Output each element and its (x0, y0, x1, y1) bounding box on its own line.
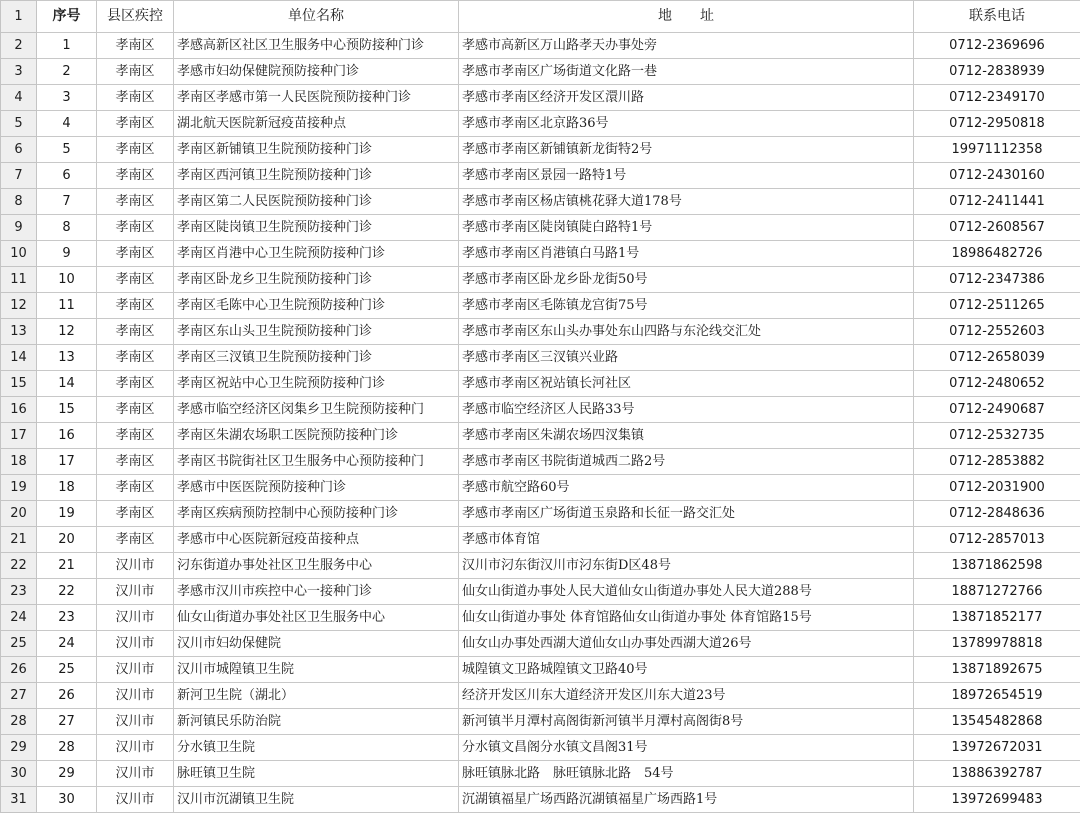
phone-cell[interactable]: 13871892675 (914, 657, 1080, 683)
unit-cell[interactable]: 孝南区书院街社区卫生服务中心预防接种门 (174, 449, 459, 475)
table-row (1, 787, 1080, 813)
row-number[interactable]: 24 (1, 605, 37, 631)
row-number[interactable]: 18 (1, 449, 37, 475)
district-header[interactable]: 县区疾控 (97, 1, 174, 33)
unit-cell[interactable]: 孝南区西河镇卫生院预防接种门诊 (174, 163, 459, 189)
row-number[interactable]: 10 (1, 241, 37, 267)
unit-cell[interactable]: 孝感高新区社区卫生服务中心预防接种门诊 (174, 33, 459, 59)
phone-cell[interactable]: 13545482868 (914, 709, 1080, 735)
district-cell[interactable]: 孝南区 (97, 319, 174, 345)
table-row (1, 59, 1080, 85)
phone-cell[interactable]: 0712-2552603 (914, 319, 1080, 345)
address-cell[interactable]: 城隍镇文卫路城隍镇文卫路40号 (459, 657, 914, 683)
unit-cell[interactable]: 汉川市妇幼保健院 (174, 631, 459, 657)
seq-cell[interactable]: 7 (37, 189, 97, 215)
district-cell[interactable]: 汉川市 (97, 709, 174, 735)
unit-cell[interactable]: 孝南区毛陈中心卫生院预防接种门诊 (174, 293, 459, 319)
unit-header[interactable]: 单位名称 (174, 1, 459, 33)
address-cell[interactable]: 孝感市孝南区卧龙乡卧龙街50号 (459, 267, 914, 293)
district-cell[interactable]: 孝南区 (97, 397, 174, 423)
address-cell[interactable]: 仙女山街道办事处 体育馆路仙女山街道办事处 体育馆路15号 (459, 605, 914, 631)
district-cell[interactable]: 孝南区 (97, 111, 174, 137)
row-number[interactable]: 30 (1, 761, 37, 787)
seq-cell[interactable]: 26 (37, 683, 97, 709)
table-row (1, 605, 1080, 631)
table-row (1, 371, 1080, 397)
row-number[interactable]: 16 (1, 397, 37, 423)
district-cell[interactable]: 孝南区 (97, 293, 174, 319)
unit-cell[interactable]: 分水镇卫生院 (174, 735, 459, 761)
address-cell[interactable]: 孝感市孝南区景园一路特1号 (459, 163, 914, 189)
phone-cell[interactable]: 0712-2480652 (914, 371, 1080, 397)
seq-cell[interactable]: 12 (37, 319, 97, 345)
table-row (1, 501, 1080, 527)
row-number[interactable]: 28 (1, 709, 37, 735)
seq-cell[interactable]: 9 (37, 241, 97, 267)
row-number[interactable]: 29 (1, 735, 37, 761)
phone-cell[interactable]: 13886392787 (914, 761, 1080, 787)
row-number[interactable]: 25 (1, 631, 37, 657)
phone-cell[interactable]: 0712-2532735 (914, 423, 1080, 449)
district-cell[interactable]: 孝南区 (97, 85, 174, 111)
address-cell[interactable]: 沉湖镇福星广场西路沉湖镇福星广场西路1号 (459, 787, 914, 813)
row-number[interactable]: 20 (1, 501, 37, 527)
phone-cell[interactable]: 0712-2608567 (914, 215, 1080, 241)
phone-header[interactable]: 联系电话 (914, 1, 1080, 33)
seq-cell[interactable]: 13 (37, 345, 97, 371)
unit-cell[interactable]: 孝感市中医医院预防接种门诊 (174, 475, 459, 501)
seq-cell[interactable]: 24 (37, 631, 97, 657)
seq-cell[interactable]: 28 (37, 735, 97, 761)
address-cell[interactable]: 分水镇文昌阁分水镇文昌阁31号 (459, 735, 914, 761)
district-cell[interactable]: 汉川市 (97, 579, 174, 605)
unit-cell[interactable]: 孝南区新铺镇卫生院预防接种门诊 (174, 137, 459, 163)
district-cell[interactable]: 孝南区 (97, 423, 174, 449)
district-cell[interactable]: 孝南区 (97, 137, 174, 163)
row-number[interactable]: 4 (1, 85, 37, 111)
district-cell[interactable]: 孝南区 (97, 215, 174, 241)
address-cell[interactable]: 汉川市汈东街汉川市汈东街D区48号 (459, 553, 914, 579)
unit-cell[interactable]: 新河卫生院（湖北） (174, 683, 459, 709)
address-cell[interactable]: 孝感市孝南区经济开发区澴川路 (459, 85, 914, 111)
phone-cell[interactable]: 0712-2838939 (914, 59, 1080, 85)
row-number[interactable]: 1 (1, 1, 37, 33)
district-cell[interactable]: 孝南区 (97, 189, 174, 215)
phone-cell[interactable]: 18871272766 (914, 579, 1080, 605)
unit-cell[interactable]: 孝南区疾病预防控制中心预防接种门诊 (174, 501, 459, 527)
phone-cell[interactable]: 13871852177 (914, 605, 1080, 631)
unit-cell[interactable]: 湖北航天医院新冠疫苗接种点 (174, 111, 459, 137)
row-number[interactable]: 11 (1, 267, 37, 293)
district-cell[interactable]: 孝南区 (97, 59, 174, 85)
table-row (1, 319, 1080, 345)
address-cell[interactable]: 孝感市孝南区三汊镇兴业路 (459, 345, 914, 371)
address-cell[interactable]: 孝感市孝南区毛陈镇龙宫街75号 (459, 293, 914, 319)
row-number[interactable]: 21 (1, 527, 37, 553)
table-row (1, 527, 1080, 553)
phone-cell[interactable]: 18972654519 (914, 683, 1080, 709)
table-row (1, 137, 1080, 163)
address-cell[interactable]: 孝感市航空路60号 (459, 475, 914, 501)
district-cell[interactable]: 孝南区 (97, 371, 174, 397)
seq-cell[interactable]: 11 (37, 293, 97, 319)
unit-cell[interactable]: 孝南区祝站中心卫生院预防接种门诊 (174, 371, 459, 397)
table-row (1, 709, 1080, 735)
address-cell[interactable]: 孝感市孝南区新铺镇新龙街特2号 (459, 137, 914, 163)
table-row (1, 163, 1080, 189)
phone-cell[interactable]: 0712-2369696 (914, 33, 1080, 59)
seq-cell[interactable]: 17 (37, 449, 97, 475)
address-cell[interactable]: 孝感市高新区万山路孝天办事处旁 (459, 33, 914, 59)
unit-cell[interactable]: 仙女山街道办事处社区卫生服务中心 (174, 605, 459, 631)
unit-cell[interactable]: 孝感市妇幼保健院预防接种门诊 (174, 59, 459, 85)
seq-cell[interactable]: 8 (37, 215, 97, 241)
district-cell[interactable]: 汉川市 (97, 761, 174, 787)
table-row (1, 735, 1080, 761)
seq-cell[interactable]: 10 (37, 267, 97, 293)
phone-cell[interactable]: 0712-2658039 (914, 345, 1080, 371)
address-cell[interactable]: 仙女山街道办事处人民大道仙女山街道办事处人民大道288号 (459, 579, 914, 605)
phone-cell[interactable]: 13871862598 (914, 553, 1080, 579)
phone-cell[interactable]: 13789978818 (914, 631, 1080, 657)
row-number[interactable]: 19 (1, 475, 37, 501)
row-number[interactable]: 9 (1, 215, 37, 241)
seq-cell[interactable]: 29 (37, 761, 97, 787)
unit-cell[interactable]: 孝感市汉川市疾控中心一接种门诊 (174, 579, 459, 605)
table-row (1, 293, 1080, 319)
district-cell[interactable]: 汉川市 (97, 657, 174, 683)
phone-cell[interactable]: 13972699483 (914, 787, 1080, 813)
address-cell[interactable]: 孝感市孝南区杨店镇桃花驿大道178号 (459, 189, 914, 215)
unit-cell[interactable]: 孝南区孝感市第一人民医院预防接种门诊 (174, 85, 459, 111)
unit-cell[interactable]: 脉旺镇卫生院 (174, 761, 459, 787)
phone-cell[interactable]: 0712-2411441 (914, 189, 1080, 215)
unit-cell[interactable]: 新河镇民乐防治院 (174, 709, 459, 735)
seq-cell[interactable]: 21 (37, 553, 97, 579)
seq-cell[interactable]: 18 (37, 475, 97, 501)
row-number[interactable]: 22 (1, 553, 37, 579)
row-number[interactable]: 27 (1, 683, 37, 709)
unit-cell[interactable]: 孝南区第二人民医院预防接种门诊 (174, 189, 459, 215)
address-cell[interactable]: 经济开发区川东大道经济开发区川东大道23号 (459, 683, 914, 709)
seq-cell[interactable]: 20 (37, 527, 97, 553)
district-cell[interactable]: 孝南区 (97, 345, 174, 371)
seq-cell[interactable]: 19 (37, 501, 97, 527)
address-cell[interactable]: 孝感市孝南区东山头办事处东山四路与东沦线交汇处 (459, 319, 914, 345)
seq-cell[interactable]: 5 (37, 137, 97, 163)
row-number[interactable]: 3 (1, 59, 37, 85)
seq-cell[interactable]: 25 (37, 657, 97, 683)
address-cell[interactable]: 孝感市孝南区朱湖农场四汊集镇 (459, 423, 914, 449)
unit-cell[interactable]: 孝南区朱湖农场职工医院预防接种门诊 (174, 423, 459, 449)
phone-cell[interactable]: 13972672031 (914, 735, 1080, 761)
row-number[interactable]: 2 (1, 33, 37, 59)
seq-cell[interactable]: 15 (37, 397, 97, 423)
district-cell[interactable]: 孝南区 (97, 527, 174, 553)
table-row (1, 111, 1080, 137)
unit-cell[interactable]: 孝南区三汊镇卫生院预防接种门诊 (174, 345, 459, 371)
seq-cell[interactable]: 2 (37, 59, 97, 85)
seq-cell[interactable]: 23 (37, 605, 97, 631)
table-row (1, 345, 1080, 371)
row-number[interactable]: 26 (1, 657, 37, 683)
seq-cell[interactable]: 16 (37, 423, 97, 449)
district-cell[interactable]: 孝南区 (97, 475, 174, 501)
phone-cell[interactable]: 19971112358 (914, 137, 1080, 163)
district-cell[interactable]: 汉川市 (97, 631, 174, 657)
table-row (1, 683, 1080, 709)
table-body (1, 1, 1080, 813)
district-cell[interactable]: 孝南区 (97, 267, 174, 293)
unit-cell[interactable]: 汉川市沉湖镇卫生院 (174, 787, 459, 813)
table-row (1, 475, 1080, 501)
address-cell[interactable]: 孝感市孝南区广场街道文化路一巷 (459, 59, 914, 85)
address-cell[interactable]: 孝感市孝南区肖港镇白马路1号 (459, 241, 914, 267)
address-cell[interactable]: 孝感市孝南区广场街道玉泉路和长征一路交汇处 (459, 501, 914, 527)
phone-cell[interactable]: 0712-2349170 (914, 85, 1080, 111)
address-cell[interactable]: 孝感市孝南区北京路36号 (459, 111, 914, 137)
table-row (1, 267, 1080, 293)
table-row (1, 397, 1080, 423)
seq-cell[interactable]: 27 (37, 709, 97, 735)
phone-cell[interactable]: 0712-2031900 (914, 475, 1080, 501)
phone-cell[interactable]: 0712-2848636 (914, 501, 1080, 527)
phone-cell[interactable]: 0712-2857013 (914, 527, 1080, 553)
unit-cell[interactable]: 汉川市城隍镇卫生院 (174, 657, 459, 683)
district-cell[interactable]: 孝南区 (97, 33, 174, 59)
phone-cell[interactable]: 18986482726 (914, 241, 1080, 267)
unit-cell[interactable]: 孝南区东山头卫生院预防接种门诊 (174, 319, 459, 345)
phone-cell[interactable]: 0712-2950818 (914, 111, 1080, 137)
district-cell[interactable]: 汉川市 (97, 605, 174, 631)
unit-cell[interactable]: 汈东街道办事处社区卫生服务中心 (174, 553, 459, 579)
address-cell[interactable]: 孝感市临空经济区人民路33号 (459, 397, 914, 423)
seq-cell[interactable]: 4 (37, 111, 97, 137)
unit-cell[interactable]: 孝南区卧龙乡卫生院预防接种门诊 (174, 267, 459, 293)
district-cell[interactable]: 孝南区 (97, 501, 174, 527)
phone-cell[interactable]: 0712-2347386 (914, 267, 1080, 293)
address-cell[interactable]: 孝感市孝南区陡岗镇陡白路特1号 (459, 215, 914, 241)
row-number[interactable]: 17 (1, 423, 37, 449)
address-cell[interactable]: 仙女山办事处西湖大道仙女山办事处西湖大道26号 (459, 631, 914, 657)
district-cell[interactable]: 孝南区 (97, 241, 174, 267)
address-cell[interactable]: 孝感市孝南区书院街道城西二路2号 (459, 449, 914, 475)
address-cell[interactable]: 脉旺镇脉北路 脉旺镇脉北路 54号 (459, 761, 914, 787)
address-cell[interactable]: 孝感市孝南区祝站镇长河社区 (459, 371, 914, 397)
district-cell[interactable]: 汉川市 (97, 787, 174, 813)
seq-cell[interactable]: 30 (37, 787, 97, 813)
address-cell[interactable]: 孝感市体育馆 (459, 527, 914, 553)
table-row (1, 241, 1080, 267)
seq-cell[interactable]: 6 (37, 163, 97, 189)
district-cell[interactable]: 汉川市 (97, 735, 174, 761)
row-number[interactable]: 5 (1, 111, 37, 137)
row-number[interactable]: 15 (1, 371, 37, 397)
table-row (1, 579, 1080, 605)
seq-cell[interactable]: 22 (37, 579, 97, 605)
row-number[interactable]: 31 (1, 787, 37, 813)
row-number[interactable]: 6 (1, 137, 37, 163)
unit-cell[interactable]: 孝南区陡岗镇卫生院预防接种门诊 (174, 215, 459, 241)
phone-cell[interactable]: 0712-2853882 (914, 449, 1080, 475)
unit-cell[interactable]: 孝感市中心医院新冠疫苗接种点 (174, 527, 459, 553)
row-number[interactable]: 23 (1, 579, 37, 605)
table-row (1, 189, 1080, 215)
row-number[interactable]: 12 (1, 293, 37, 319)
table-row (1, 553, 1080, 579)
phone-cell[interactable]: 0712-2430160 (914, 163, 1080, 189)
table-row (1, 85, 1080, 111)
row-number[interactable]: 14 (1, 345, 37, 371)
seq-cell[interactable]: 1 (37, 33, 97, 59)
seq-header[interactable]: 序号 (37, 1, 97, 33)
table-row (1, 33, 1080, 59)
table-row (1, 215, 1080, 241)
table-row (1, 761, 1080, 787)
table-row (1, 657, 1080, 683)
phone-cell[interactable]: 0712-2490687 (914, 397, 1080, 423)
row-number[interactable]: 13 (1, 319, 37, 345)
district-cell[interactable]: 孝南区 (97, 163, 174, 189)
seq-cell[interactable]: 3 (37, 85, 97, 111)
table-row (1, 423, 1080, 449)
row-number[interactable]: 8 (1, 189, 37, 215)
header-row (1, 1, 1080, 33)
seq-cell[interactable]: 14 (37, 371, 97, 397)
district-cell[interactable]: 汉川市 (97, 553, 174, 579)
address-cell[interactable]: 新河镇半月潭村高阁街新河镇半月潭村高阁街8号 (459, 709, 914, 735)
unit-cell[interactable]: 孝感市临空经济区闵集乡卫生院预防接种门 (174, 397, 459, 423)
unit-cell[interactable]: 孝南区肖港中心卫生院预防接种门诊 (174, 241, 459, 267)
address-header[interactable]: 地 址 (459, 1, 914, 33)
district-cell[interactable]: 汉川市 (97, 683, 174, 709)
table-row (1, 631, 1080, 657)
row-number[interactable]: 7 (1, 163, 37, 189)
phone-cell[interactable]: 0712-2511265 (914, 293, 1080, 319)
table-row (1, 449, 1080, 475)
district-cell[interactable]: 孝南区 (97, 449, 174, 475)
